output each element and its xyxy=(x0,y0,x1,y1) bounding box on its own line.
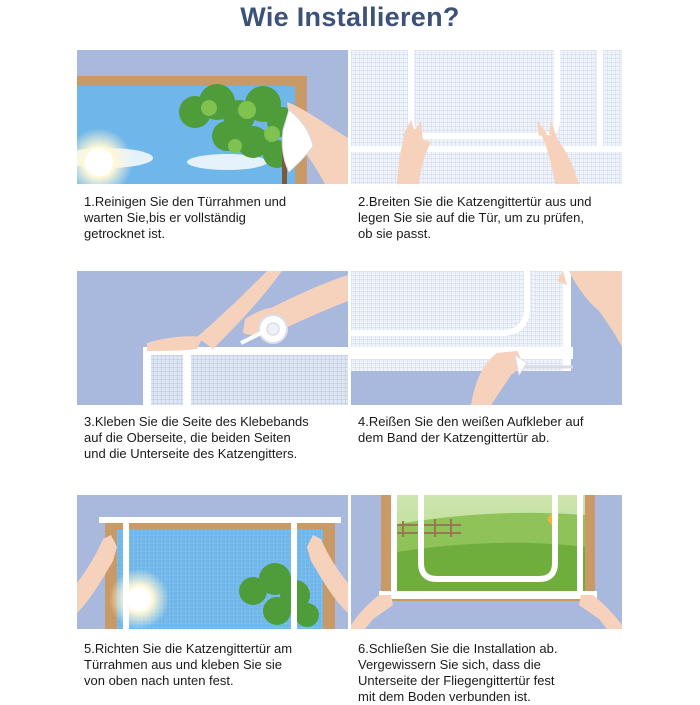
step-4-illustration xyxy=(351,271,622,405)
page-title: Wie Installieren? xyxy=(240,2,460,32)
wipe-door-frame-illustration xyxy=(77,50,348,184)
align-screen-illustration xyxy=(77,495,348,629)
finished-installation-illustration xyxy=(351,495,622,629)
peel-sticker-illustration xyxy=(351,271,622,405)
step-6-illustration xyxy=(351,495,622,629)
step-6-caption: 6.Schließen Sie die Installation ab. Vergewissern Sie sich, dass die Unterseite der Fliegengittertür fest mit dem Boden verbunden ist. xyxy=(358,641,558,704)
step-3-illustration xyxy=(77,271,348,405)
unfold-screen-illustration xyxy=(351,50,622,184)
apply-tape-illustration xyxy=(77,271,348,405)
step-1-illustration xyxy=(77,50,348,184)
step-1-caption: 1.Reinigen Sie den Türrahmen und warten Sie,bis er vollständig getrocknet ist. xyxy=(84,194,287,241)
step-4-caption: 4.Reißen Sie den weißen Aufkleber auf dem Band der Katzengittertür ab. xyxy=(358,414,584,445)
step-5-illustration xyxy=(77,495,348,629)
step-5-caption: 5.Richten Sie die Katzengittertür am Türrahmen aus und kleben Sie sie von oben nach unten fest. xyxy=(84,641,293,688)
step-2-caption: 2.Breiten Sie die Katzengittertür aus und legen Sie sie auf die Tür, um zu prüfen, ob sie passt. xyxy=(358,194,592,241)
step-2-illustration xyxy=(351,50,622,184)
step-3-caption: 3.Kleben Sie die Seite des Klebebands auf die Oberseite, die beiden Seiten und die Unterseite des Katzengitters. xyxy=(84,414,309,461)
